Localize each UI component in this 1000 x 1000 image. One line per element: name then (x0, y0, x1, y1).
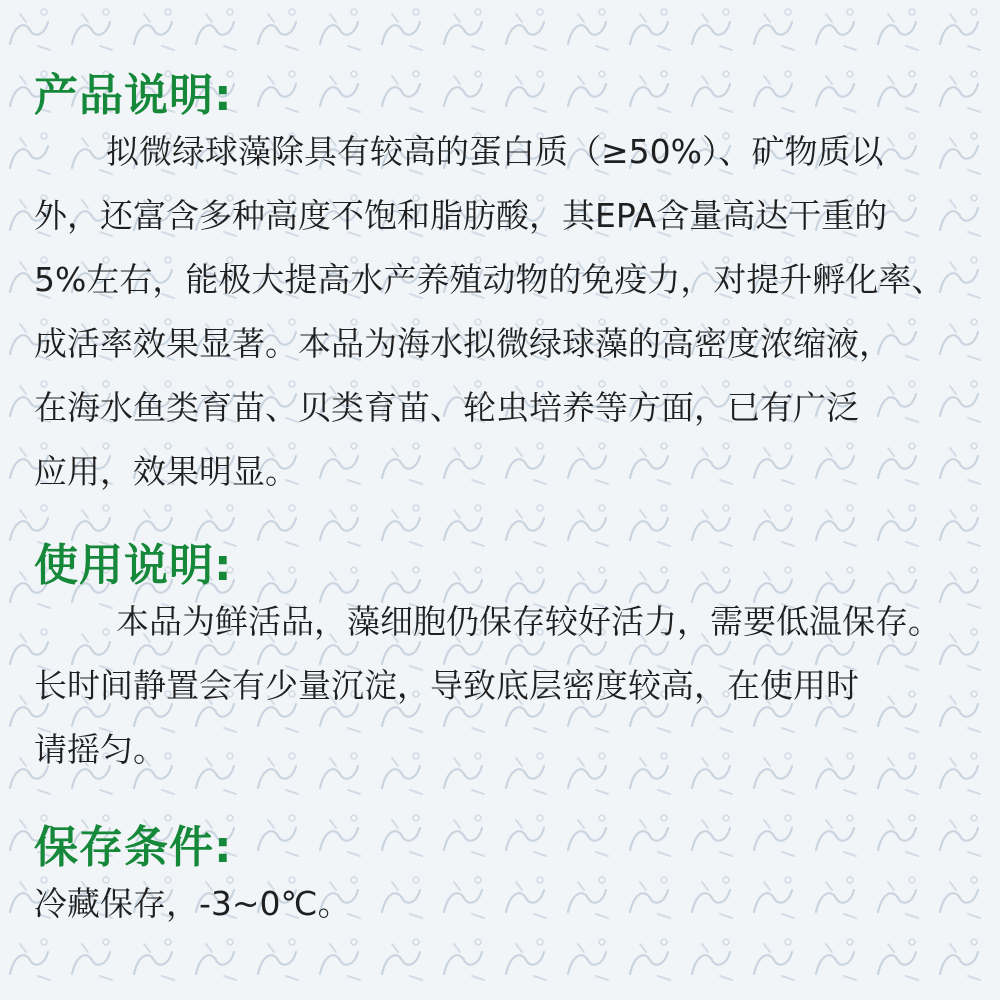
product-description-heading: 产品说明: (34, 70, 233, 121)
paragraph-line: 成活率效果显著。本品为海水拟微绿球藻的高密度浓缩液， (34, 324, 892, 363)
paragraph-line: 请摇匀。 (34, 730, 166, 769)
paragraph-line: 本品为鲜活品，藻细胞仍保存较好活力，需要低温保存。 (116, 602, 941, 641)
paragraph-line: 5%左右，能极大提高水产养殖动物的免疫力，对提升孵化率、 (34, 260, 945, 299)
paragraph-line: 长时间静置会有少量沉淀，导致底层密度较高，在使用时 (34, 666, 859, 705)
usage-instructions-heading: 使用说明: (34, 540, 233, 591)
usage-instructions-text (34, 590, 1000, 782)
product-description-text (34, 120, 1000, 504)
storage-conditions-heading: 保存条件: (34, 822, 233, 873)
paragraph-line: 冷藏保存，-3~0℃。 (34, 884, 351, 923)
storage-conditions-text (34, 872, 1000, 936)
paragraph-line: 应用，效果明显。 (34, 452, 298, 491)
paragraph-line: 外，还富含多种高度不饱和脂肪酸，其EPA含量高达干重的 (34, 196, 888, 235)
paragraph-line: 拟微绿球藻除具有较高的蛋白质（≥50%）、矿物质以 (106, 132, 884, 171)
paragraph-line: 在海水鱼类育苗、贝类育苗、轮虫培养等方面，已有广泛 (34, 388, 859, 427)
